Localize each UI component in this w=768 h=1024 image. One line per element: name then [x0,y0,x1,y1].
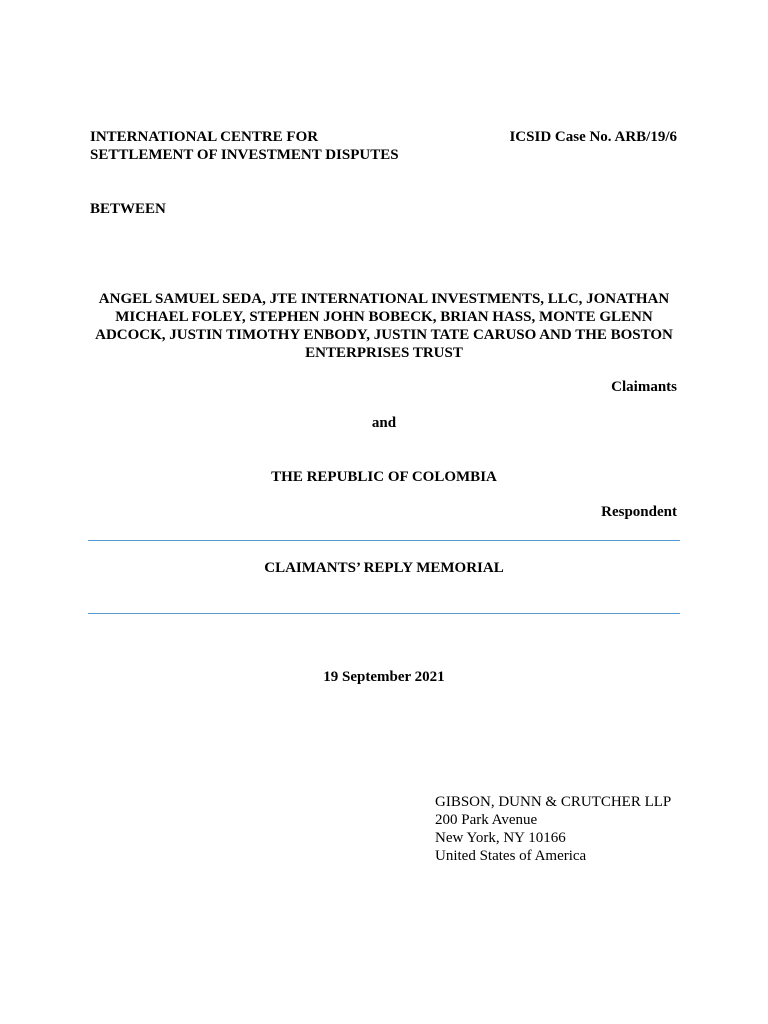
title-divider-bottom [88,613,680,614]
claimants-label: Claimants [611,379,677,395]
claimant-names-line-2: MICHAEL FOLEY, STEPHEN JOHN BOBECK, BRIAN HASS, MONTE GLENN [115,309,653,325]
counsel-firm: GIBSON, DUNN & CRUTCHER LLP [435,794,672,810]
claimant-names-line-4: ENTERPRISES TRUST [305,345,463,361]
counsel-city: New York, NY 10166 [435,830,566,846]
claimant-names-line-1: ANGEL SAMUEL SEDA, JTE INTERNATIONAL INVESTMENTS, LLC, JONATHAN [98,291,670,307]
respondent-name: THE REPUBLIC OF COLOMBIA [271,469,497,485]
document-title: CLAIMANTS’ REPLY MEMORIAL [264,560,504,576]
institution-line-1: INTERNATIONAL CENTRE FOR [90,129,319,145]
document-date: 19 September 2021 [323,669,445,685]
and-label: and [371,415,397,431]
counsel-country: United States of America [435,848,587,864]
case-number: ICSID Case No. ARB/19/6 [509,129,677,145]
counsel-street: 200 Park Avenue [435,812,538,828]
claimant-names-line-3: ADCOCK, JUSTIN TIMOTHY ENBODY, JUSTIN TATE CARUSO AND THE BOSTON [95,327,673,343]
title-divider-top [88,540,680,541]
claimant-names [88,290,680,362]
respondent-label: Respondent [601,504,677,520]
between-label: BETWEEN [90,201,166,217]
counsel-address [435,793,671,865]
institution-name [90,128,450,164]
institution-line-2: SETTLEMENT OF INVESTMENT DISPUTES [90,147,399,163]
